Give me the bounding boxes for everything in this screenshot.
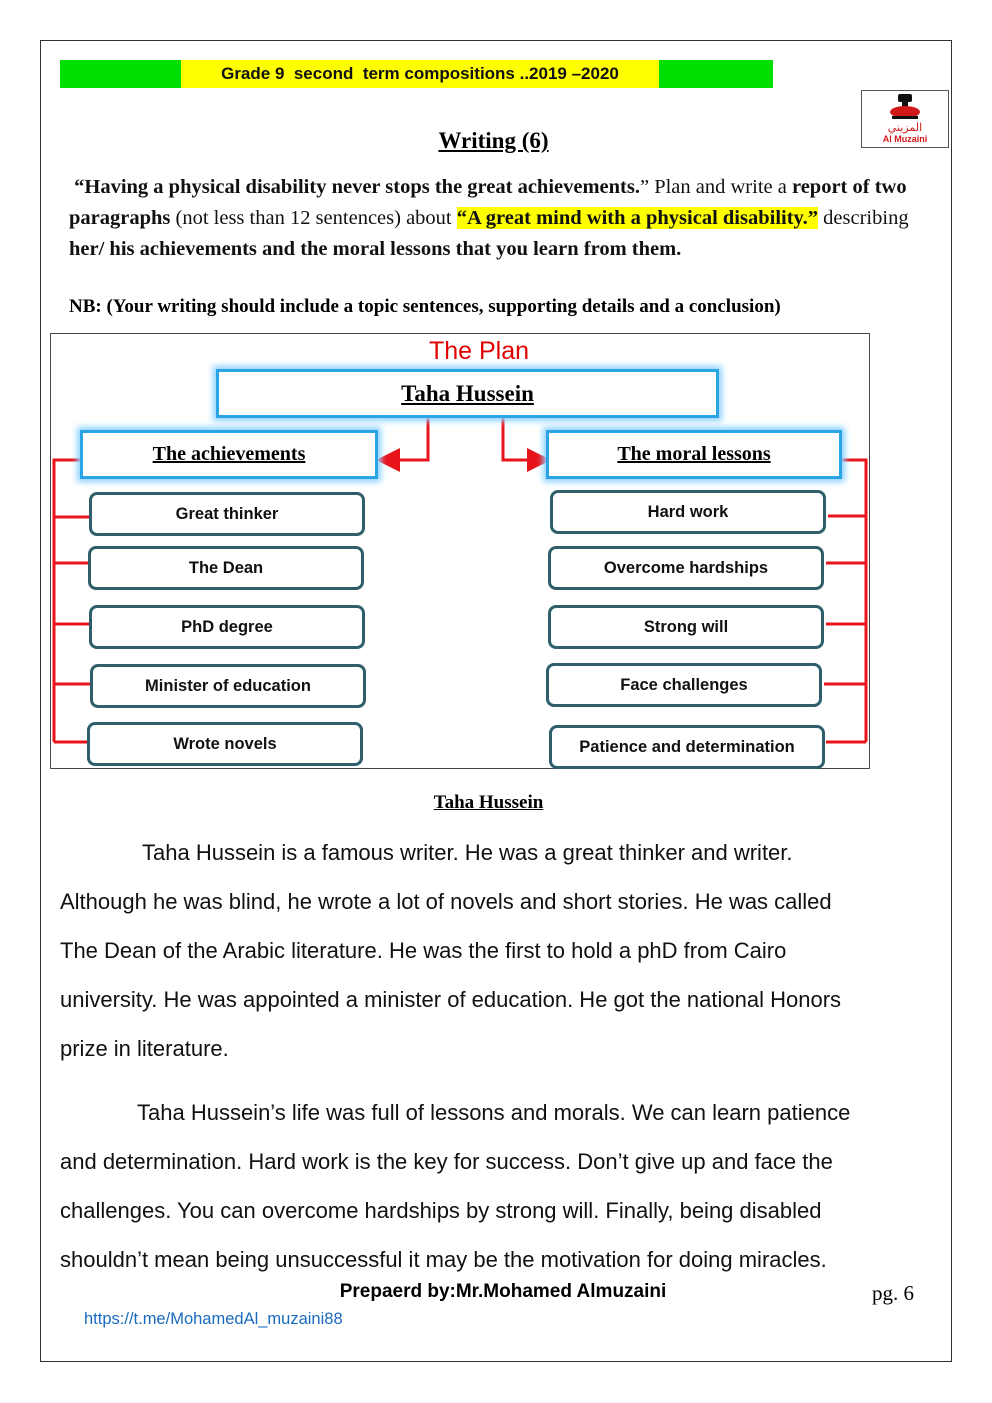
lesson-item: Patience and determination xyxy=(549,725,825,769)
essay-line: prize in literature. xyxy=(60,1036,229,1061)
lesson-item: Hard work xyxy=(550,490,826,534)
achievement-item: The Dean xyxy=(88,546,364,590)
achievement-item: Wrote novels xyxy=(87,722,363,766)
essay-paragraph-1 xyxy=(60,828,950,1073)
essay-line: shouldn’t mean being unsuccessful it may be the motivation for doing miracles. xyxy=(60,1247,827,1272)
achievement-item: Minister of education xyxy=(90,664,366,708)
page-number: pg. 6 xyxy=(872,1281,914,1305)
essay-paragraph-2 xyxy=(60,1088,950,1284)
achievement-item: PhD degree xyxy=(89,605,365,649)
plan-title: The Plan xyxy=(428,337,530,365)
essay-line: The Dean of the Arabic literature. He was the first to hold a phD from Cairo xyxy=(60,938,787,963)
essay-line: and determination. Hard work is the key for success. Don’t give up and face the xyxy=(60,1149,833,1174)
prompt-topic: “A great mind with a physical disability.” xyxy=(456,207,819,229)
lessons-heading-box xyxy=(546,430,842,479)
essay-line: challenges. You can overcome hardships by strong will. Finally, being disabled xyxy=(60,1198,822,1223)
essay-line: Taha Hussein is a famous writer. He was a great thinker and writer. xyxy=(142,840,793,865)
prompt-report: report of two paragraphs xyxy=(69,176,907,229)
telegram-link[interactable]: https://t.me/MohamedAl_muzaini88 xyxy=(84,1310,343,1328)
plan-center-label: Taha Hussein xyxy=(401,381,534,406)
lesson-item: Overcome hardships xyxy=(548,546,824,590)
essay-title: Taha Hussein xyxy=(433,792,544,813)
prepared-by: Prepaerd by:Mr.Mohamed Almuzaini xyxy=(339,1281,667,1302)
prompt-tail: her/ his achievements and the moral lessons that you learn from them. xyxy=(69,238,682,260)
plan-center-box xyxy=(216,369,719,418)
lessons-heading: The moral lessons xyxy=(617,443,771,465)
achievements-heading-box xyxy=(80,430,378,479)
lesson-item: Strong will xyxy=(548,605,824,649)
achievement-item: Great thinker xyxy=(89,492,365,536)
writing-title: Writing (6) xyxy=(438,128,549,153)
essay-line: Taha Hussein’s life was full of lessons and morals. We can learn patience xyxy=(137,1100,851,1125)
logo-arabic-text: المزيني xyxy=(887,121,923,134)
essay-line: Although he was blind, he wrote a lot of novels and short stories. He was called xyxy=(60,889,832,914)
lesson-item: Face challenges xyxy=(546,663,822,707)
prompt-describing: describing xyxy=(818,207,909,229)
prompt-quote-end: ” Plan and write a xyxy=(639,176,792,198)
prompt-mid: (not less than 12 sentences) about xyxy=(170,207,457,229)
essay-line: university. He was appointed a minister of education. He got the national Honors xyxy=(60,987,842,1012)
logo-latin-text: Al Muzaini xyxy=(882,134,928,144)
nb-note: NB: (Your writing should include a topic sentences, supporting details and a conclusion) xyxy=(69,296,781,317)
prompt-quote: “Having a physical disability never stops the great achievements. xyxy=(74,176,640,198)
header-banner-text: Grade 9 second term compositions ..2019 –2020 xyxy=(181,60,659,88)
writing-prompt xyxy=(69,172,919,265)
achievements-heading: The achievements xyxy=(152,443,306,465)
